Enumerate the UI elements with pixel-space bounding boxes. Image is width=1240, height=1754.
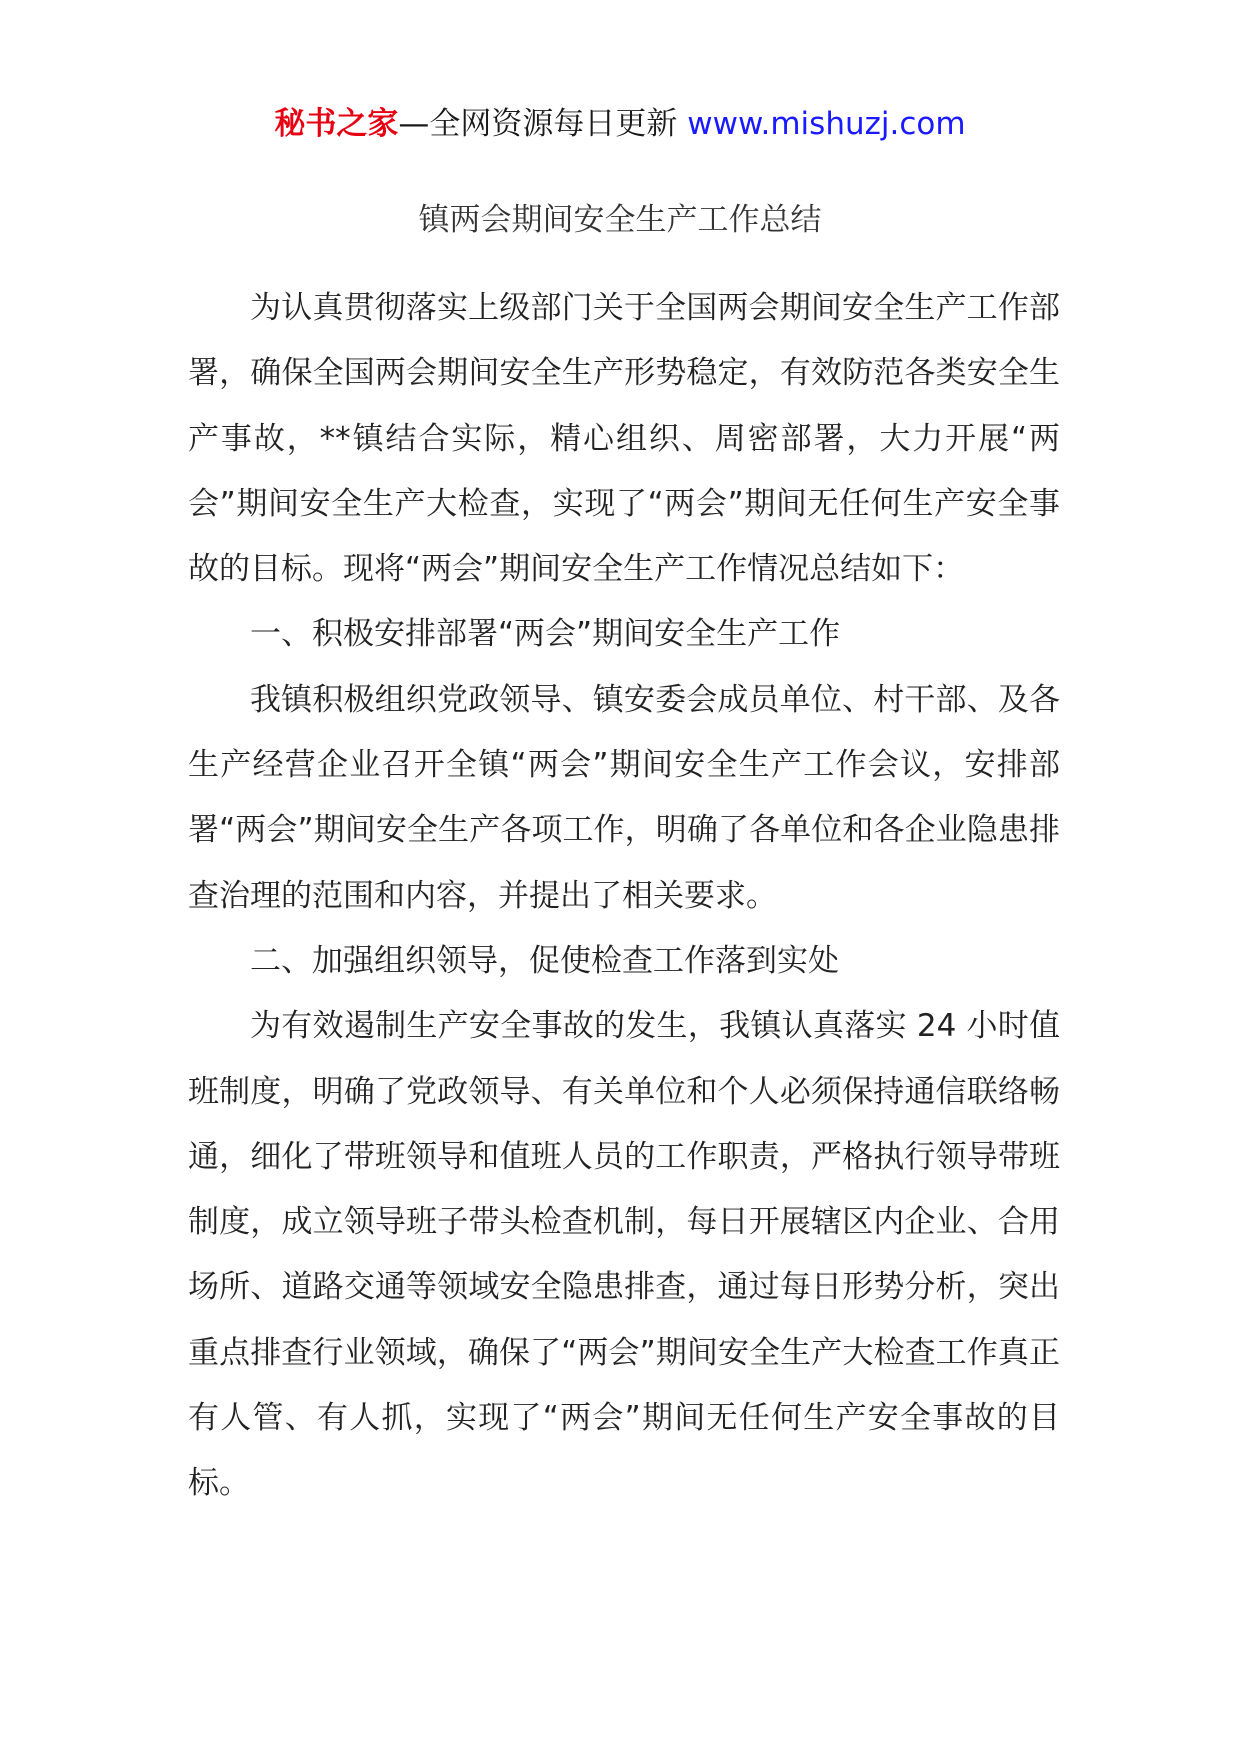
section-heading-2: 二、加强组织领导，促使检查工作落到实处 — [250, 942, 839, 979]
document-body — [188, 276, 1060, 1517]
site-brand: 秘书之家 — [274, 106, 399, 142]
site-header — [0, 102, 1240, 146]
site-url-link[interactable]: www.mishuzj.com — [687, 106, 966, 142]
document-title: 镇两会期间安全生产工作总结 — [418, 202, 822, 238]
paragraph-section-2: 为有效遏制生产安全事故的发生，我镇认真落实 24 小时值班制度，明确了党政领导、有关单位和个人必须保持通信联络畅通，细化了带班领导和值班人员的工作职责，严格执行领导带班制度，成立领导班子带头检查机制，每日开展辖区内企业、合用场所、道路交通等领域安全隐患排查，通过每日形势分析，突出重点排查行业领域，确保了“两会”期间安全生产大检查工作真正有人管、有人抓，实现了“两会”期间无任何生产安全事故的目标。 — [188, 1008, 1060, 1502]
paragraph-intro: 为认真贯彻落实上级部门关于全国两会期间安全生产工作部署，确保全国两会期间安全生产形势稳定，有效防范各类安全生产事故，**镇结合实际，精心组织、周密部署，大力开展“两会”期间安全生产大检查，实现了“两会”期间无任何生产安全事故的目标。现将“两会”期间安全生产工作情况总结如下： — [188, 290, 1060, 588]
section-heading-1: 一、积极安排部署“两会”期间安全生产工作 — [250, 616, 841, 653]
site-slogan: —全网资源每日更新 — [398, 106, 678, 142]
paragraph-section-1: 我镇积极组织党政领导、镇安委会成员单位、村干部、及各生产经营企业召开全镇“两会”期间安全生产工作会议，安排部署“两会”期间安全生产各项工作，明确了各单位和各企业隐患排查治理的范围和内容，并提出了相关要求。 — [188, 681, 1060, 914]
